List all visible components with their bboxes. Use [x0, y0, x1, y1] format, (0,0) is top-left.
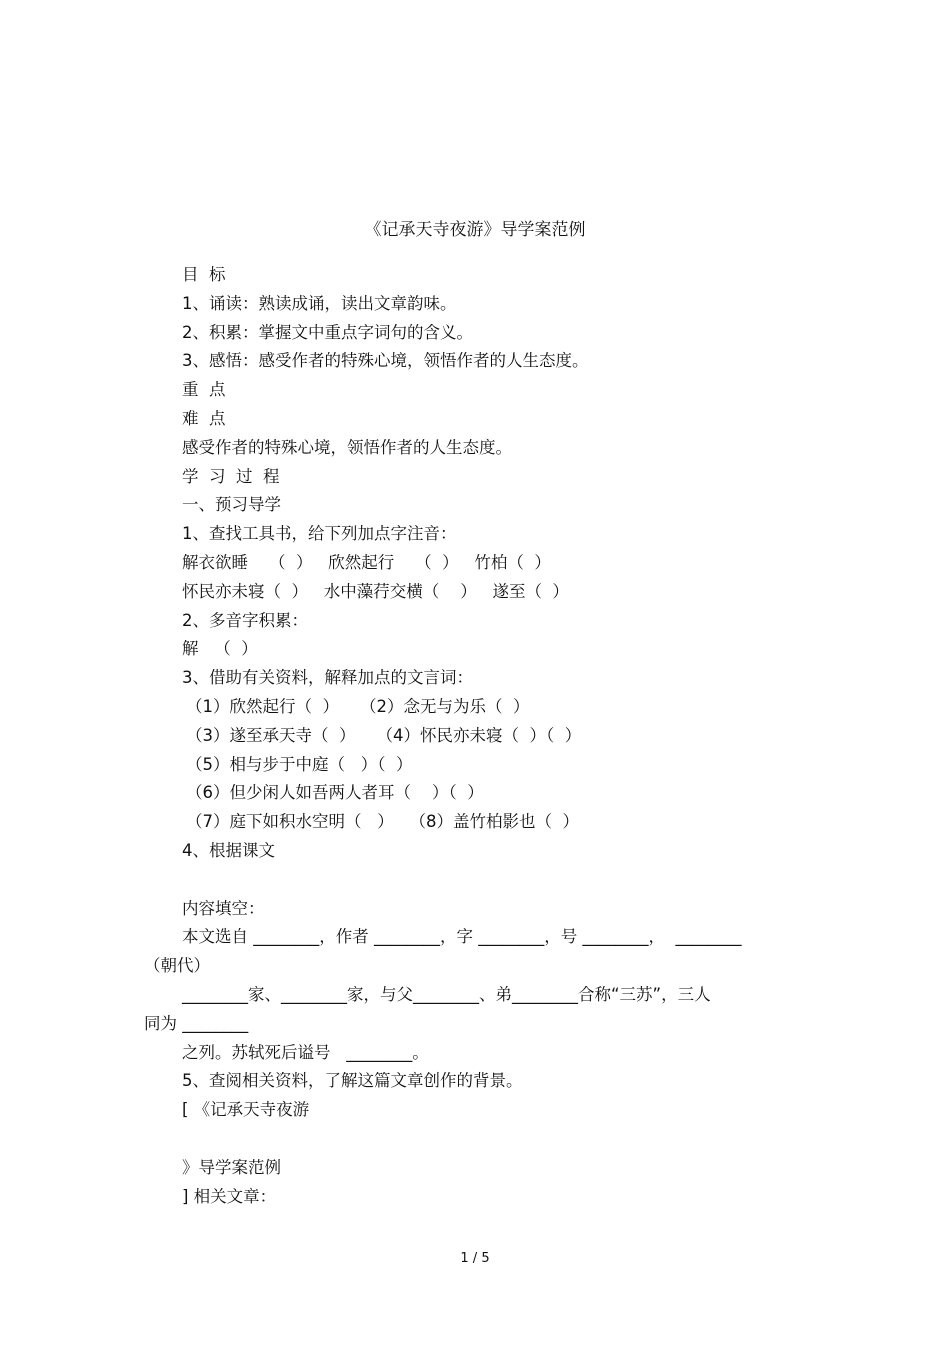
related-title-start: [ 《记承天寺夜游 — [182, 1100, 310, 1120]
task-3-row-2: （3）遂至承天寺（ ） （4）怀民亦未寝（ ）（ ） — [186, 725, 582, 745]
page-title: 《记承天寺夜游》导学案范例 — [364, 220, 586, 240]
fill-in-row-5: 之列。苏轼死后谥号 ________。 — [182, 1042, 429, 1062]
fill-in-heading: 内容填空： — [182, 898, 265, 918]
objective-3: 3、感悟：感受作者的特殊心境，领悟作者的人生态度。 — [182, 351, 589, 371]
task-1-row-1: 解衣欲睡 （ ） 欣然起行 （ ） 竹柏（ ） — [182, 553, 551, 572]
page-number: 1 / 5 — [460, 1251, 490, 1266]
related-articles: ] 相关文章： — [182, 1186, 277, 1206]
task-3-row-5: （7）庭下如积水空明（ ） （8）盖竹柏影也（ ） — [186, 812, 579, 832]
task-1-heading: 1、查找工具书，给下列加点字注音： — [182, 524, 457, 544]
fill-in-row-2: （朝代） — [144, 956, 210, 976]
task-3-heading: 3、借助有关资料，解释加点的文言词： — [182, 668, 473, 688]
fill-in-row-4: 同为 ________ — [144, 1013, 249, 1033]
task-2-heading: 2、多音字积累： — [182, 610, 308, 630]
related-title-end: 》导学案范例 — [182, 1157, 281, 1177]
heading-learning-process: 学 习 过 程 — [182, 466, 280, 486]
task-2-row-1: 解 （ ） — [182, 639, 258, 659]
section-preview: 一、预习导学 — [182, 495, 281, 515]
fill-in-row-1: 本文选自 ________，作者 ________，字 ________，号 ________， ________ — [182, 927, 742, 947]
task-3-row-3: （5）相与步于中庭（ ）（ ） — [186, 754, 413, 774]
task-3-row-4: （6）但少闲人如吾两人者耳（ ）（ ） — [186, 783, 484, 803]
task-4-heading: 4、根据课文 — [182, 841, 275, 860]
difficulty-text: 感受作者的特殊心境，领悟作者的人生态度。 — [182, 437, 512, 457]
heading-key-points: 重 点 — [182, 380, 226, 400]
objective-1: 1、诵读：熟读成诵，读出文章韵味。 — [182, 293, 457, 313]
task-5-heading: 5、查阅相关资料，了解这篇文章创作的背景。 — [182, 1071, 523, 1091]
objective-2: 2、积累：掌握文中重点字词句的含义。 — [182, 322, 473, 342]
task-1-row-2: 怀民亦未寝（ ） 水中藻荇交横（ ） 遂至（ ） — [182, 581, 569, 601]
heading-objectives: 目 标 — [182, 265, 226, 284]
task-3-row-1: （1）欣然起行（ ） （2）念无与为乐（ ） — [186, 697, 530, 716]
heading-difficulties: 难 点 — [182, 409, 226, 428]
fill-in-row-3: ________家、________家，与父________、弟________合称“三苏”，三人 — [182, 985, 711, 1004]
